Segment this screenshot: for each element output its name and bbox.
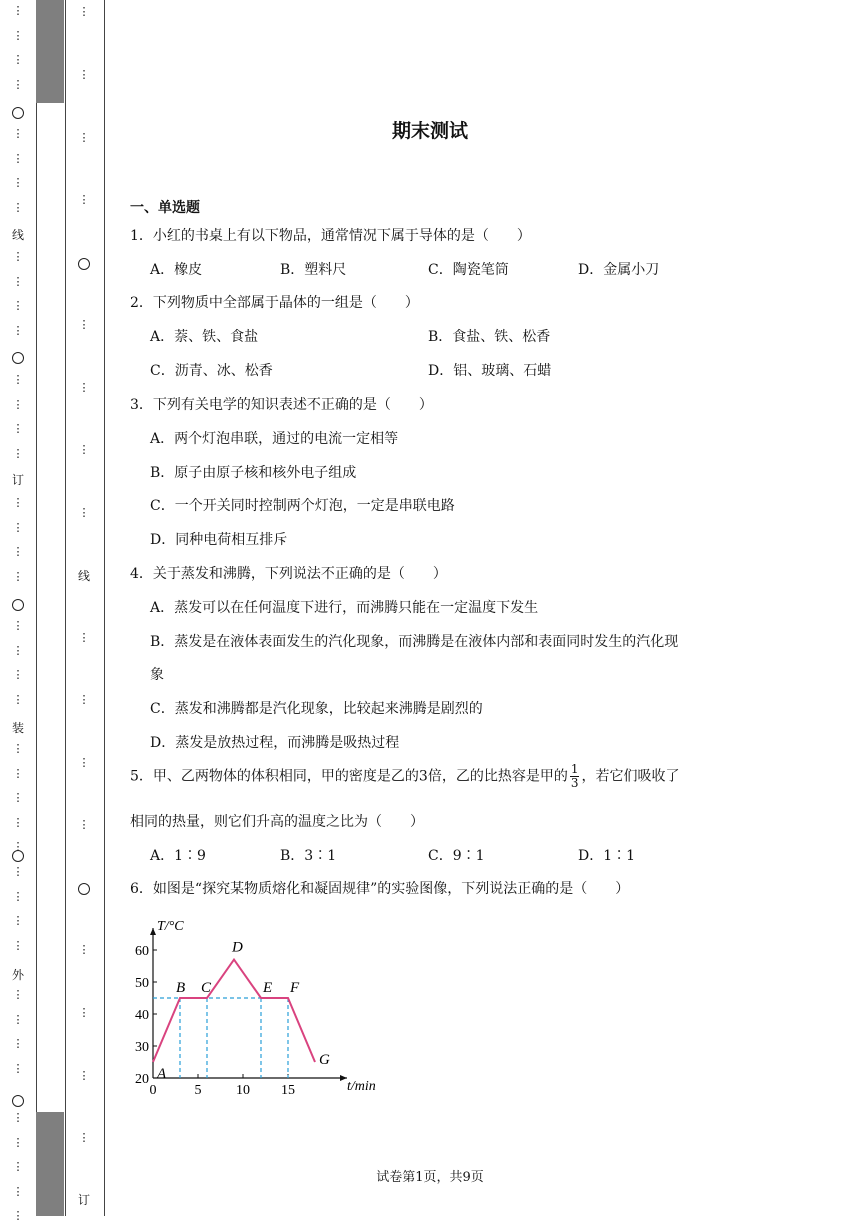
q2-option-a: A．萘、铁、食盐 <box>150 329 259 345</box>
binding-block-bottom <box>36 1112 64 1216</box>
point-label-F: F <box>290 980 300 996</box>
q1-option-b: B．塑料尺 <box>280 262 347 278</box>
binding-dots: ⋮ <box>78 1069 90 1082</box>
binding-dots: ⋮ <box>12 151 24 165</box>
section-heading: 一、单选题 <box>130 200 200 216</box>
binding-dots: ⋮ <box>12 397 24 411</box>
binding-dots: ⋮ <box>12 422 24 436</box>
binding-dots: ⋮ <box>12 373 24 386</box>
x-axis-arrow <box>340 1075 347 1081</box>
binding-dots: ⋮ <box>78 506 90 519</box>
binding-dots: ⋮ <box>12 889 24 903</box>
q5-option-c: C．9∶1 <box>428 848 485 864</box>
binding-dots: ⋮ <box>78 318 90 331</box>
question-2-stem: 2．下列物质中全部属于晶体的一组是（ ） <box>130 295 419 311</box>
binding-dots: ⋮ <box>78 693 90 706</box>
x-tick-label: 10 <box>236 1083 250 1098</box>
binding-dots: ⋮ <box>12 766 24 780</box>
inner-binding-column <box>64 0 105 1216</box>
q5-fraction-numerator: 1 <box>570 762 579 776</box>
binding-dots: ⋮ <box>12 28 24 42</box>
q5-stem-part-b: ，若它们吸收了 <box>581 768 680 785</box>
binding-dots: ⋮ <box>12 1111 24 1124</box>
binding-dots: ⋮ <box>78 1131 90 1144</box>
binding-dots: ⋮ <box>12 643 24 657</box>
x-tick-label: 0 <box>149 1083 157 1098</box>
binding-label-text: 外 <box>11 968 24 982</box>
binding-dots: ⋮ <box>12 692 24 706</box>
binding-circle <box>78 883 90 895</box>
y-tick-label: 50 <box>135 976 149 991</box>
binding-dots: ⋮ <box>12 496 24 509</box>
temperature-curve <box>153 960 315 1062</box>
page-title: 期末测试 <box>391 120 468 142</box>
binding-dots: ⋮ <box>12 299 24 313</box>
question-3-stem: 3．下列有关电学的知识表述不正确的是（ ） <box>130 397 433 413</box>
point-label-B: B <box>176 980 186 996</box>
binding-dots: ⋮ <box>12 127 24 140</box>
q5-option-a: A．1∶9 <box>150 848 206 864</box>
q5-option-d: D．1∶1 <box>578 848 636 864</box>
binding-block-top <box>36 0 64 103</box>
binding-dots: ⋮ <box>78 193 90 206</box>
binding-dots: ⋮ <box>78 131 90 144</box>
q5-fraction <box>570 763 580 790</box>
binding-label-text: 线 <box>11 228 24 242</box>
q5-option-b: B．3∶1 <box>280 848 337 864</box>
y-axis-arrow <box>150 928 156 935</box>
q3-option-c: C．一个开关同时控制两个灯泡，一定是串联电路 <box>150 498 455 514</box>
binding-dots: ⋮ <box>78 381 90 394</box>
binding-dots: ⋮ <box>12 1061 24 1075</box>
binding-circle <box>12 352 24 364</box>
y-axis-label: T/°C <box>157 919 184 934</box>
temperature-time-graph <box>125 906 385 1102</box>
point-label-G: G <box>319 1052 330 1068</box>
q3-option-d: D．同种电荷相互排斥 <box>150 532 288 548</box>
q4-option-b: B．蒸发是在液体表面发生的汽化现象，而沸腾是在液体内部和表面同时发生的汽化现 <box>150 634 679 650</box>
binding-dots: ⋮ <box>12 446 24 460</box>
binding-margin <box>0 0 104 1222</box>
binding-label-text: 线 <box>77 569 90 583</box>
question-5-stem <box>130 763 679 790</box>
binding-label-text: 订 <box>77 1193 90 1207</box>
y-tick-label: 30 <box>135 1040 149 1055</box>
binding-dots: ⋮ <box>12 619 24 632</box>
binding-dots: ⋮ <box>12 250 24 263</box>
q4-option-d: D．蒸发是放热过程，而沸腾是吸热过程 <box>150 735 400 751</box>
binding-dots: ⋮ <box>12 668 24 682</box>
binding-circle <box>12 1095 24 1107</box>
binding-dots: ⋮ <box>12 323 24 337</box>
binding-dots: ⋮ <box>78 631 90 644</box>
q1-option-c: C．陶瓷笔筒 <box>428 262 509 278</box>
binding-dots: ⋮ <box>12 77 24 91</box>
point-label-A: A <box>157 1066 167 1082</box>
binding-dots: ⋮ <box>12 520 24 534</box>
question-4-stem: 4．关于蒸发和沸腾，下列说法不正确的是（ ） <box>130 566 447 582</box>
y-tick-label: 60 <box>135 944 149 959</box>
binding-dots: ⋮ <box>78 1006 90 1019</box>
binding-dots: ⋮ <box>12 988 24 1001</box>
binding-dots: ⋮ <box>12 938 24 952</box>
binding-dots: ⋮ <box>12 840 24 854</box>
binding-dots: ⋮ <box>12 815 24 829</box>
binding-dots: ⋮ <box>12 791 24 805</box>
binding-dots: ⋮ <box>12 545 24 559</box>
binding-circle <box>78 258 90 270</box>
binding-dots: ⋮ <box>12 53 24 67</box>
q5-fraction-denominator: 3 <box>570 776 579 790</box>
q4-option-c: C．蒸发和沸腾都是汽化现象，比较起来沸腾是剧烈的 <box>150 701 483 717</box>
binding-dots: ⋮ <box>12 1135 24 1149</box>
binding-dots: ⋮ <box>12 1184 24 1198</box>
binding-dots: ⋮ <box>12 274 24 288</box>
point-label-D: D <box>232 939 243 956</box>
q5-stem-part-a: 5．甲、乙两物体的体积相同，甲的密度是乙的3倍，乙的比热容是甲的 <box>130 768 568 785</box>
binding-dots: ⋮ <box>12 865 24 878</box>
binding-circle <box>12 107 24 119</box>
binding-circle <box>12 599 24 611</box>
page-footer: 试卷第1页，共9页 <box>376 1170 484 1185</box>
binding-dots: ⋮ <box>12 569 24 583</box>
binding-circle <box>12 850 24 862</box>
binding-dots: ⋮ <box>78 443 90 456</box>
x-tick-label: 5 <box>194 1083 202 1098</box>
q2-option-c: C．沥青、冰、松香 <box>150 363 273 379</box>
y-tick-label: 20 <box>135 1072 149 1087</box>
point-label-E: E <box>263 980 273 996</box>
binding-dots: ⋮ <box>78 756 90 769</box>
q1-option-a: A．橡皮 <box>150 262 203 278</box>
binding-dots: ⋮ <box>78 943 90 956</box>
binding-dots: ⋮ <box>12 742 24 755</box>
x-tick-label: 15 <box>281 1083 295 1098</box>
x-axis-label: t/min <box>347 1079 376 1094</box>
question-1-stem: 1．小红的书桌上有以下物品，通常情况下属于导体的是（ ） <box>130 228 531 244</box>
binding-dots: ⋮ <box>12 914 24 928</box>
y-tick-label: 40 <box>135 1008 149 1023</box>
point-label-C: C <box>201 980 212 996</box>
outer-binding-column <box>0 0 36 1222</box>
q2-option-d: D．铝、玻璃、石蜡 <box>428 363 552 379</box>
binding-dots: ⋮ <box>12 1012 24 1026</box>
binding-dots: ⋮ <box>12 176 24 190</box>
binding-dots: ⋮ <box>12 1037 24 1051</box>
binding-label-text: 订 <box>11 473 24 487</box>
binding-dots: ⋮ <box>78 818 90 831</box>
binding-strip <box>36 0 66 1216</box>
binding-label-text: 装 <box>11 721 24 735</box>
q1-option-d: D．金属小刀 <box>578 262 660 278</box>
binding-dots: ⋮ <box>12 200 24 214</box>
q4-option-a: A．蒸发可以在任何温度下进行，而沸腾只能在一定温度下发生 <box>150 600 539 616</box>
binding-dots: ⋮ <box>12 1209 24 1222</box>
binding-dots: ⋮ <box>78 5 90 18</box>
binding-dots: ⋮ <box>78 68 90 81</box>
q4-option-b-cont: 象 <box>150 667 164 683</box>
binding-dots: ⋮ <box>12 1160 24 1174</box>
q3-option-a: A．两个灯泡串联，通过的电流一定相等 <box>150 431 399 447</box>
q2-option-b: B．食盐、铁、松香 <box>428 329 551 345</box>
binding-dots: ⋮ <box>12 4 24 17</box>
question-5-stem-cont: 相同的热量，则它们升高的温度之比为（ ） <box>130 814 424 830</box>
q3-option-b: B．原子由原子核和核外电子组成 <box>150 465 357 481</box>
question-6-stem: 6．如图是“探究某物质熔化和凝固规律”的实验图像，下列说法正确的是（ ） <box>130 881 630 897</box>
